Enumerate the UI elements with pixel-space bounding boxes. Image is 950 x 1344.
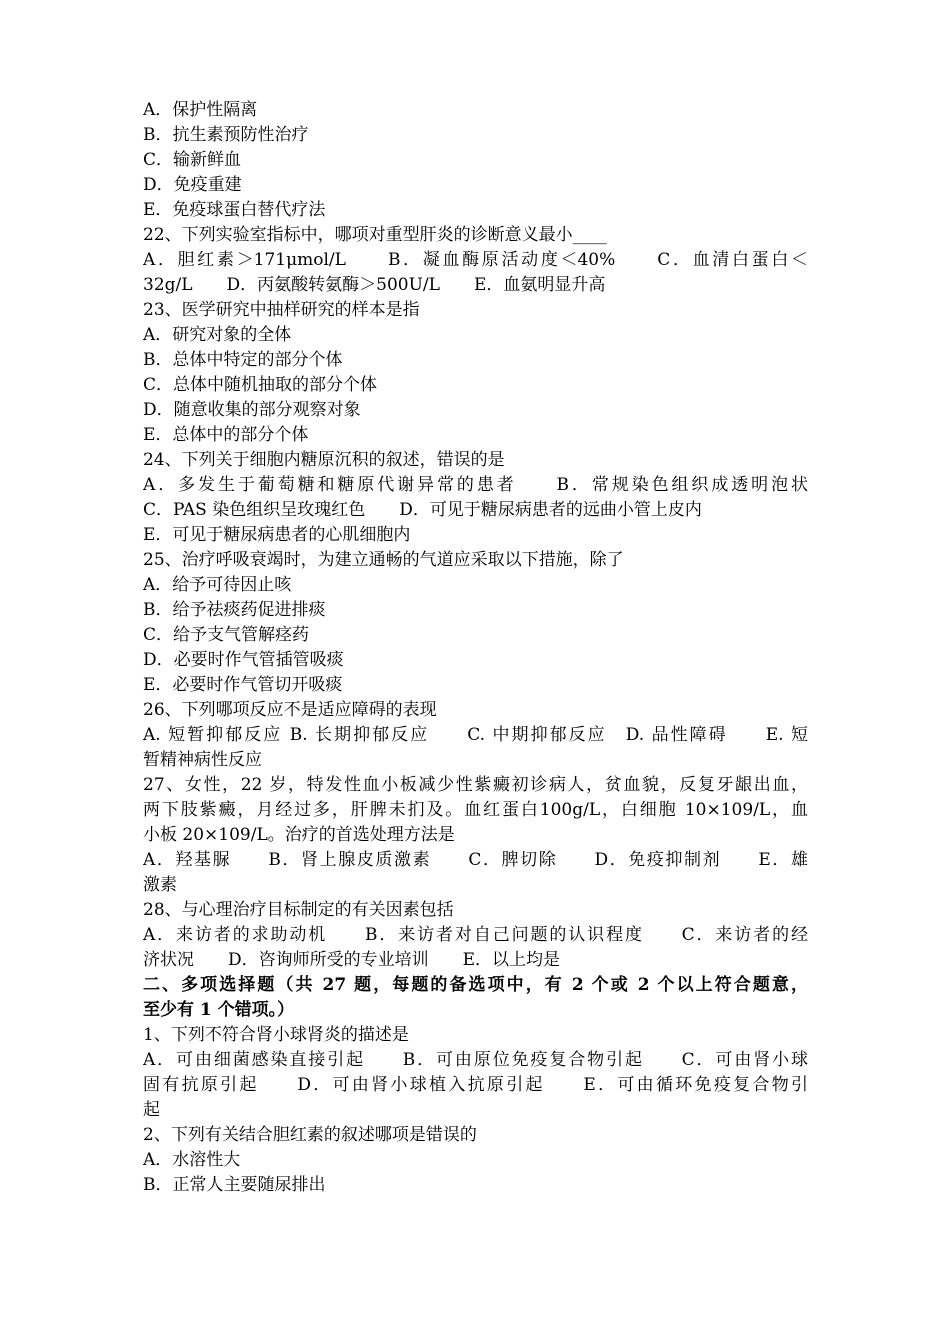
options-line: 激素 (143, 875, 177, 895)
options-line: 起 (143, 1100, 160, 1120)
options-line: 32g/L D．丙氨酸转氨酶＞500U/L E．血氨明显升高 (143, 275, 606, 295)
option-line: B．抗生素预防性治疗 (143, 125, 309, 145)
option-line: E．总体中的部分个体 (143, 425, 309, 445)
options-line: A. 短暂抑郁反应 B. 长期抑郁反应 C. 中期抑郁反应 D. 品性障碍 E. 短 (143, 725, 808, 745)
option-line: A．水溶性大 (143, 1150, 241, 1170)
question-25: 25、治疗呼吸衰竭时，为建立通畅的气道应采取以下措施，除了 (143, 550, 624, 570)
question-27: 27、女性，22 岁，特发性血小板减少性紫癜初诊病人，贫血貌，反复牙龈出血， (143, 775, 808, 795)
option-line: B．正常人主要随尿排出 (143, 1175, 326, 1195)
options-line: A．羟基脲 B．肾上腺皮质激素 C．脾切除 D．免疫抑制剂 E．雄 (143, 850, 808, 870)
options-line: A．可由细菌感染直接引起 B．可由原位免疫复合物引起 C．可由肾小球 (143, 1050, 808, 1070)
option-line: B．总体中特定的部分个体 (143, 350, 343, 370)
options-line: 暂精神病性反应 (143, 750, 262, 770)
option-line: E．必要时作气管切开吸痰 (143, 675, 343, 695)
question-27: 小板 20×109/L。治疗的首选处理方法是 (143, 825, 455, 845)
question-27: 两下肢紫癜，月经过多，肝脾未扪及。血红蛋白100g/L，白细胞 10×109/L，血 (143, 800, 808, 820)
option-line: C．输新鲜血 (143, 150, 242, 170)
option-line: A．给予可待因止咳 (143, 575, 292, 595)
option-line: E．可见于糖尿病患者的心肌细胞内 (143, 525, 411, 545)
option-line: E．免疫球蛋白替代疗法 (143, 200, 326, 220)
options-line: A．来访者的求助动机 B．来访者对自己问题的认识程度 C．来访者的经 (143, 925, 808, 945)
question-26: 26、下列哪项反应不是适应障碍的表现 (143, 700, 437, 720)
option-line: D．随意收集的部分观察对象 (143, 400, 361, 420)
section-heading: 至少有 1 个错项。） (143, 1000, 295, 1020)
option-line: A．研究对象的全体 (143, 325, 292, 345)
question-24: 24、下列关于细胞内糖原沉积的叙述，错误的是 (143, 450, 505, 470)
option-line: D．免疫重建 (143, 175, 242, 195)
options-line: A．胆红素＞171μmol/L B．凝血酶原活动度＜40% C．血清白蛋白＜ (143, 250, 808, 270)
option-line: C．总体中随机抽取的部分个体 (143, 375, 378, 395)
question-23: 23、医学研究中抽样研究的样本是指 (143, 300, 420, 320)
option-line: A．保护性隔离 (143, 100, 258, 120)
question-22: 22、下列实验室指标中，哪项对重型肝炎的诊断意义最小____ (143, 225, 607, 245)
options-line: 固有抗原引起 D．可由肾小球植入抗原引起 E．可由循环免疫复合物引 (143, 1075, 808, 1095)
question-1: 1、下列不符合肾小球肾炎的描述是 (143, 1025, 409, 1045)
option-line: B．给予祛痰药促进排痰 (143, 600, 326, 620)
question-28: 28、与心理治疗目标制定的有关因素包括 (143, 900, 454, 920)
question-2: 2、下列有关结合胆红素的叙述哪项是错误的 (143, 1125, 477, 1145)
option-line: D．必要时作气管插管吸痰 (143, 650, 344, 670)
options-line: C．PAS 染色组织呈玫瑰红色 D．可见于糖尿病患者的远曲小管上皮内 (143, 500, 702, 520)
document-body (143, 98, 808, 1198)
options-line: A．多发生于葡萄糖和糖原代谢异常的患者 B．常规染色组织成透明泡状 (143, 475, 808, 495)
options-line: 济状况 D．咨询师所受的专业培训 E．以上均是 (143, 950, 561, 970)
section-heading: 二、多项选择题（共 27 题，每题的备选项中，有 2 个或 2 个以上符合题意， (143, 975, 808, 995)
option-line: C．给予支气管解痉药 (143, 625, 310, 645)
